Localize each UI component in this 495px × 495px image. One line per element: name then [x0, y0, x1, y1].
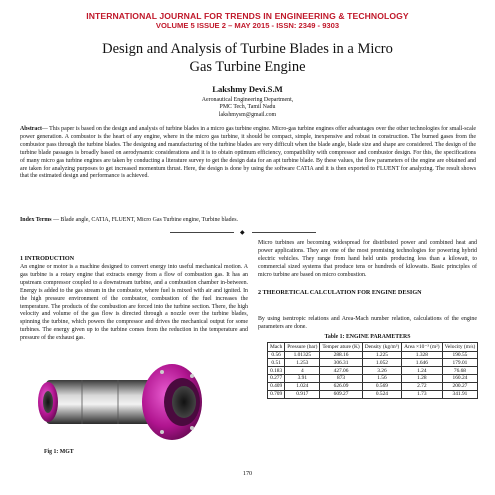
table-cell: 341.91 — [442, 391, 478, 399]
table-cell: 626.09 — [320, 383, 362, 391]
author-institution: PMC Tech, Tamil Nadu — [219, 104, 276, 110]
table-cell: 1.328 — [402, 351, 442, 359]
abstract-label: Abstract — [20, 126, 42, 132]
table-cell: 0.56 — [268, 351, 285, 359]
table-cell: 1.24 — [402, 367, 442, 375]
page-number: 170 — [242, 470, 253, 477]
table-cell: 3.91 — [285, 375, 320, 383]
index-terms — [20, 217, 476, 223]
table-cell: 3.26 — [362, 367, 401, 375]
table-cell: 1.253 — [285, 359, 320, 367]
right-column-text: Micro turbines are becoming widespread for distributed power and combined heat and power applications. They are one of the most promising technologies for powering hybrid electric vehicles. They range from hand held units producing less than a kilowatt, to commercial sized systems that produce tens or hundreds of kilowatts. Basic principles of micro turbine are based on micro combustion. — [258, 240, 477, 278]
table-cell: 160.24 — [442, 375, 478, 383]
table-cell: 873 — [320, 375, 362, 383]
table-cell: 306.31 — [320, 359, 362, 367]
table-cell: 76.68 — [442, 367, 478, 375]
table-caption: Table 1: ENGINE PARAMETERS — [324, 334, 411, 340]
table-cell: 427.06 — [320, 367, 362, 375]
section-2-text: By using isentropic relations and Area-Mach number relation, calculations of the engine parameters are done. — [258, 316, 477, 330]
table-cell: 0.409 — [268, 383, 285, 391]
index-terms-text: — Blade angle, CATIA, FLUENT, Micro Gas Turbine engine, Turbine blades. — [51, 217, 239, 223]
table-row — [268, 375, 478, 383]
table-header-cell: Velocity (m/s) — [442, 343, 478, 352]
table-header-cell: Temper ature (K) — [320, 343, 362, 352]
figure-caption: Fig 1: MGT — [44, 449, 74, 455]
paper-title-line-2: Gas Turbine Engine — [189, 59, 306, 75]
table-cell: 0.524 — [362, 391, 401, 399]
section-1-heading: 1 INTRODUCTION — [20, 255, 75, 262]
table-cell: 1.225 — [362, 351, 401, 359]
divider-diamond-icon: ◆ — [240, 230, 245, 236]
table-header-cell: Pressure (bar) — [285, 343, 320, 352]
paper-title-line-1: Design and Analysis of Turbine Blades in a Micro — [102, 41, 393, 57]
abstract — [20, 126, 476, 181]
table-cell: 190.55 — [442, 351, 478, 359]
divider-left — [170, 232, 234, 233]
table-header-cell: Mach — [268, 343, 285, 352]
table-cell: 1.28 — [402, 375, 442, 383]
engine-parameters-table — [267, 342, 478, 399]
table-cell: 0.569 — [362, 383, 401, 391]
table-cell: 1.01325 — [285, 351, 320, 359]
table-header-cell: Area ×10⁻³ (m²) — [402, 343, 442, 352]
table-cell: 0.709 — [268, 391, 285, 399]
author-department: Aeronautical Engineering Department, — [201, 97, 294, 103]
author-name: Lakshmy Devi.S.M — [212, 84, 283, 94]
abstract-text: — This paper is based on the design and analysis of turbine blades in a micro gas turbine engine. Micro-gas turbine engines offer advantages over the other technologies for small-scale power generation. A combustor is the heart of any engine, where in the micro gas turbine, it should be compact, simple, inexpensive and robust in construction. The burned gases from the combustor pass through the turbine blades. The designing and manufacturing of the turbine blades are very difficult when the blade angle, blade size and shape are considered. The design of the turbine blade passages is broadly based on aerodynamic considerations and it is to obtain optimum efficiency, compatibility with compressor and combustor design. For this, the specifications of many micro gas turbine engines are taken by conducting a literature survey to get the design data for an apt turbine blade. By these values, the flow parameters of the engine are obtained and are taken for analyzing purposes to get increased momentum thrust. Here, the design is done by using the software CATIA and it is then exported to FLUENT for analyzing. The result shows that the estimated design and performance is achieved. — [20, 126, 476, 180]
table-cell: 1.646 — [402, 359, 442, 367]
table-cell: 288.16 — [320, 351, 362, 359]
index-terms-label: Index Terms — [20, 217, 52, 223]
table-cell: 179.01 — [442, 359, 478, 367]
table-cell: 1.73 — [402, 391, 442, 399]
engine-intake-opening — [172, 386, 196, 418]
table-row — [268, 391, 478, 399]
table-row — [268, 367, 478, 375]
engine-exhaust-opening — [43, 391, 53, 413]
micro-gas-turbine-figure — [22, 352, 228, 446]
table-cell: 0.183 — [268, 367, 285, 375]
table-cell: 609.27 — [320, 391, 362, 399]
table-row — [268, 359, 478, 367]
table-header-cell: Density (kg/m³) — [362, 343, 401, 352]
table-cell: 1.024 — [285, 383, 320, 391]
table-row — [268, 383, 478, 391]
table-cell: 1.56 — [362, 375, 401, 383]
divider-right — [252, 232, 316, 233]
section-1-text: An engine or motor is a machine designed to convert energy into useful mechanical motion. A gas turbine is a rotary engine that extracts energy from a flow of combustion gas. It has an upstream compressor coupled to a downstream turbine, and a combustion chamber in-between. Energy is added to the gas stream in the combustor, where fuel is mixed with air and ignited. In the high pressure environment of the combustor, combustion of the fuel increases the temperature. The products of the combustion are forced into the turbine section. There, the high velocity and volume of the gas flow is directed through a nozzle over the turbine blades, spinning the turbine, which powers the compressor and drives the mechanical output for some turbines. The energy given up to the turbine comes from the reduction in the temperature and pressure of the exhaust gas. — [20, 264, 248, 342]
table-cell: 0.917 — [285, 391, 320, 399]
table-cell: 4 — [285, 367, 320, 375]
table-cell: 0.277 — [268, 375, 285, 383]
table-cell: 1.052 — [362, 359, 401, 367]
section-2-heading: 2 THEORETICAL CALCULATION FOR ENGINE DESIGN — [258, 289, 422, 296]
author-email: lakshmysm@gmail.com — [218, 112, 277, 118]
table-header-row — [268, 343, 478, 352]
table-cell: 0.51 — [268, 359, 285, 367]
journal-issue: VOLUME 5 ISSUE 2 – MAY 2015 - ISSN: 2349 - 9303 — [155, 21, 340, 30]
table-row — [268, 351, 478, 359]
table-cell: 2.72 — [402, 383, 442, 391]
table-cell: 200.27 — [442, 383, 478, 391]
journal-name: INTERNATIONAL JOURNAL FOR TRENDS IN ENGINEERING & TECHNOLOGY — [86, 11, 409, 21]
